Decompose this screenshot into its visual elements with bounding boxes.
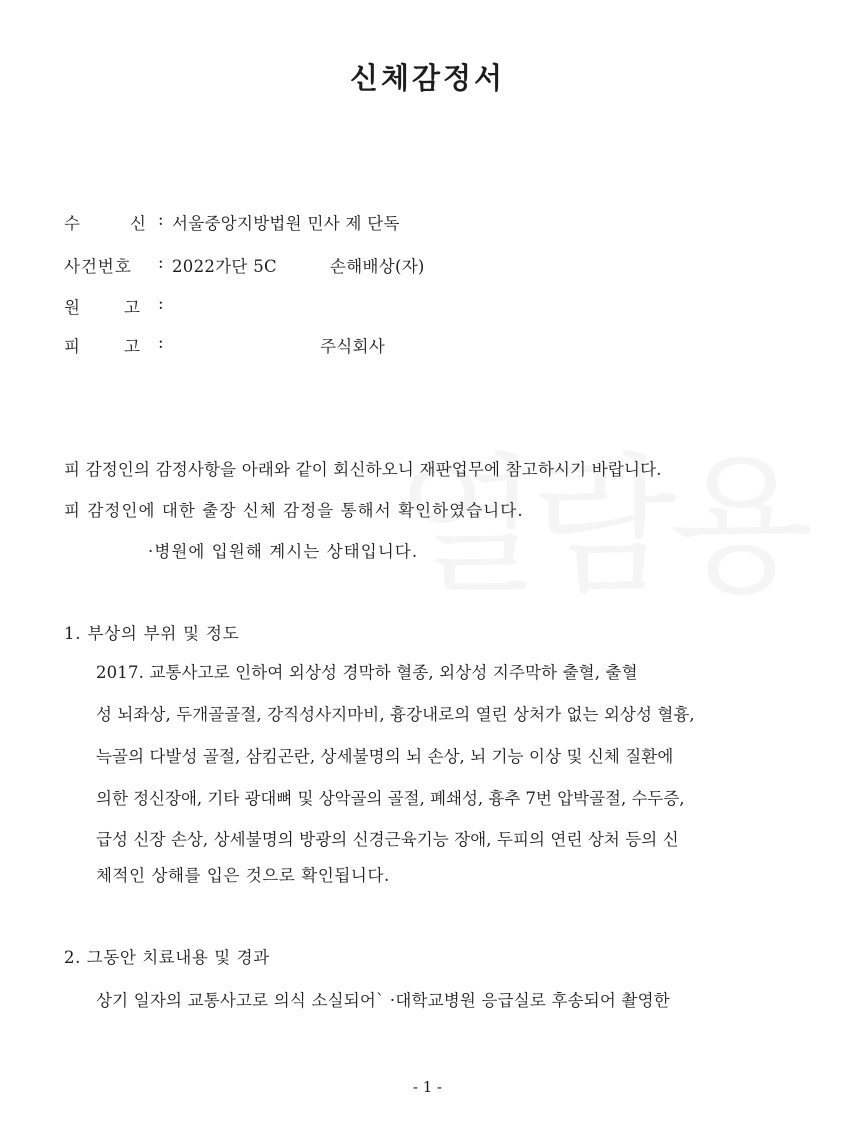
section-2-line: 상기 일자의 교통사고로 의식 소실되어` ·대학교병원 응급실로 후송되어 촬영한 [96,991,670,1010]
section-1-line: 성 뇌좌상, 두개골골절, 강직성사지마비, 흉강내로의 열린 상처가 없는 외상성 혈흉, [96,705,695,724]
plaintiff-label-first: 원 [64,298,80,317]
section-1-line: 2017. 교통사고로 인하여 외상성 경막하 혈종, 외상성 지주막하 출혈, 출혈 [96,663,638,682]
section-1-line: 체적인 상해를 입은 것으로 확인됩니다. [96,866,390,885]
intro-line-1: 피 감정인의 감정사항을 아래와 같이 회신하오니 재판업무에 참고하시기 바랍니다. [64,460,662,479]
plaintiff-label-second: 고 [124,298,140,317]
plaintiff-colon: : [158,294,164,313]
section-1-heading: 1. 부상의 부위 및 정도 [64,624,240,643]
case-number-label: 사건번호 [64,257,132,276]
section-1-line: 의한 정신장애, 기타 광대뼈 및 상악골의 골절, 폐쇄성, 흉추 7번 압박골절, 수두증, [96,789,685,808]
page-number: - 1 - [412,1078,443,1096]
defendant-label-second: 고 [124,337,140,356]
recipient-value: 서울중앙지방법원 민사 제 단독 [172,214,400,233]
section-1-line: 급성 신장 손상, 상세불명의 방광의 신경근육기능 장애, 두피의 연린 상처 등의 신 [96,830,679,849]
document-title: 신체감정서 [349,61,506,95]
defendant-label-first: 피 [64,337,80,356]
case-number-colon: : [158,253,164,272]
defendant-value: 주식회사 [320,337,385,356]
recipient-label-second: 신 [130,214,146,233]
intro-line-2: 피 감정인에 대한 출장 신체 감정을 통해서 확인하였습니다. [64,501,524,520]
section-1-line: 늑골의 다발성 골절, 삼킴곤란, 상세불명의 뇌 손상, 뇌 기능 이상 및 신체 질환에 [96,747,674,766]
recipient-colon: : [158,210,164,229]
defendant-colon: : [158,333,164,352]
intro-line-3: ·병원에 입원해 계시는 상태입니다. [148,542,419,561]
case-number: 2022가단 5C [172,257,277,276]
case-name: 손해배상(자) [330,257,425,276]
recipient-label-first: 수 [64,214,80,233]
section-2-heading: 2. 그동안 치료내용 및 경과 [64,948,270,967]
